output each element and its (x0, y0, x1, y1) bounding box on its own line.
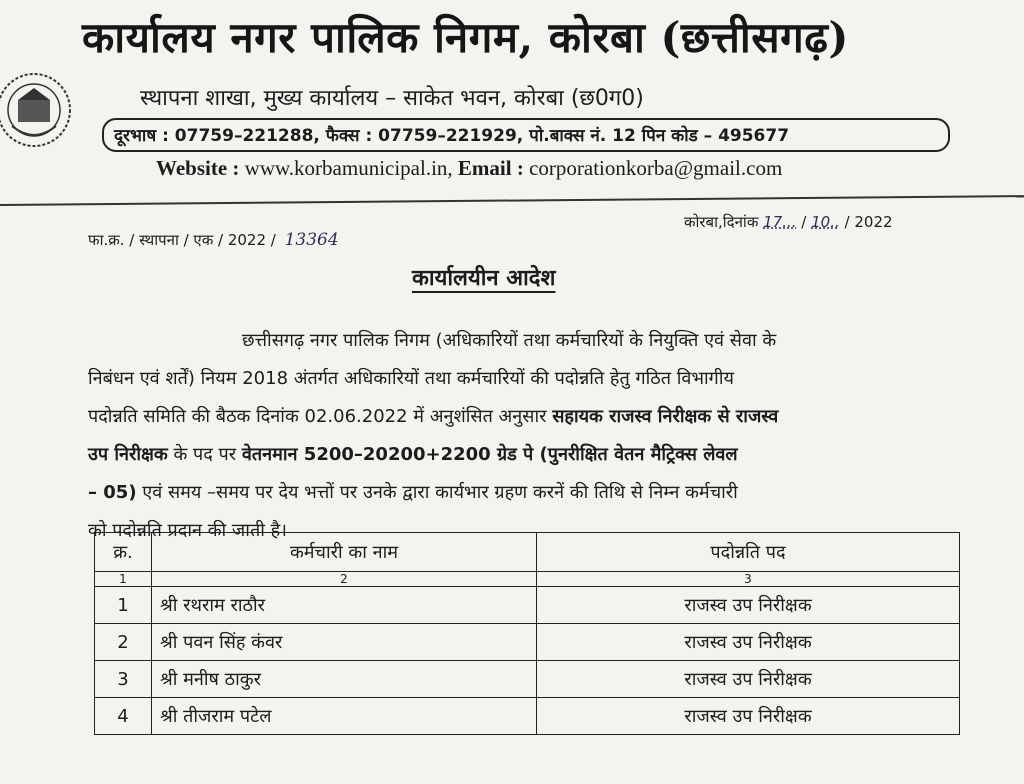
order-paragraph (88, 322, 994, 550)
order-heading: कार्यालयीन आदेश (412, 266, 556, 291)
table-row (95, 698, 960, 735)
row-sn: 3 (95, 661, 152, 698)
column-number-row (95, 572, 960, 587)
office-title: कार्यालय नगर पालिक निगम, कोरबा (छत्तीसगढ़) (82, 13, 849, 62)
para-line: छत्तीसगढ़ नगर पालिक निगम (अधिकारियों तथा कर्मचारियों के नियुक्ति एवं सेवा के (242, 330, 777, 351)
website-label: Website : (156, 156, 240, 180)
row-sn: 1 (95, 587, 152, 624)
row-name: श्री मनीष ठाकुर (152, 661, 537, 698)
para-text: पदोन्नति समिति की बैठक दिनांक 02.06.2022 में अनुशंसित अनुसार (88, 406, 547, 427)
row-post: राजस्व उप निरीक्षक (537, 661, 960, 698)
order-date: कोरबा,दिनांक 17... / 10.. / 2022 (684, 213, 893, 231)
date-prefix: कोरबा,दिनांक (684, 213, 759, 231)
municipal-emblem-icon (0, 66, 82, 152)
row-name: श्री रथराम राठौर (152, 587, 537, 624)
row-sn: 2 (95, 624, 152, 661)
para-bold-text: सहायक राजस्व निरीक्षक से राजस्व (552, 406, 779, 427)
website-line (156, 156, 956, 181)
header-divider (0, 195, 1024, 206)
table-row (95, 624, 960, 661)
column-number: 2 (152, 572, 537, 587)
email-label: Email : (457, 156, 524, 180)
para-bold-text: – 05) (88, 482, 137, 503)
row-name: श्री पवन सिंह कंवर (152, 624, 537, 661)
office-subtitle: स्थापना शाखा, मुख्य कार्यालय – साकेत भवन, कोरबा (छ0ग0) (140, 86, 644, 111)
column-number: 1 (95, 572, 152, 587)
website-url: www.korbamunicipal.in, (244, 156, 453, 180)
date-year: / 2022 (844, 213, 893, 231)
para-line: को पदोन्नति प्रदान की जाती है। (88, 520, 287, 541)
header-promoted-post: पदोन्नति पद (537, 533, 960, 572)
column-number: 3 (537, 572, 960, 587)
header-employee-name: कर्मचारी का नाम (152, 533, 537, 572)
date-month: 10.. (811, 213, 840, 231)
para-line (88, 398, 994, 436)
contact-details: दूरभाष : 07759–221288, फैक्स : 07759–221929, पो.बाक्स नं. 12 पिन कोड – 495677 (102, 118, 950, 152)
para-text: एवं समय –समय पर देय भत्तों पर उनके द्वारा कार्यभार ग्रहण करनें की तिथि से निम्न कर्मचारी (136, 482, 738, 503)
table-row (95, 587, 960, 624)
table-header-row (95, 533, 960, 572)
email-address: corporationkorba@gmail.com (529, 156, 783, 180)
reference-number (88, 230, 339, 250)
table-row (95, 661, 960, 698)
row-post: राजस्व उप निरीक्षक (537, 624, 960, 661)
para-line (88, 436, 994, 474)
row-post: राजस्व उप निरीक्षक (537, 698, 960, 735)
date-day: 17... (763, 213, 797, 231)
row-name: श्री तीजराम पटेल (152, 698, 537, 735)
handwritten-number: 13364 (284, 230, 339, 250)
para-bold-text: वेतनमान 5200–20200+2200 ग्रेड पे (पुनरीक्षित वेतन मैट्रिक्स लेवल (241, 444, 738, 465)
promotion-table (94, 532, 960, 735)
para-line (88, 474, 994, 512)
row-post: राजस्व उप निरीक्षक (537, 587, 960, 624)
header-sn: क्र. (95, 533, 152, 572)
para-text: के पद पर (167, 444, 242, 465)
para-bold-text: उप निरीक्षक (88, 444, 168, 465)
para-line: निबंधन एवं शर्तें) नियम 2018 अंतर्गत अधिकारियों तथा कर्मचारियों की पदोन्नति हेतु गठित विभागीय (88, 368, 734, 389)
file-number: फा.क्र. / स्थापना / एक / 2022 / (88, 231, 276, 249)
row-sn: 4 (95, 698, 152, 735)
